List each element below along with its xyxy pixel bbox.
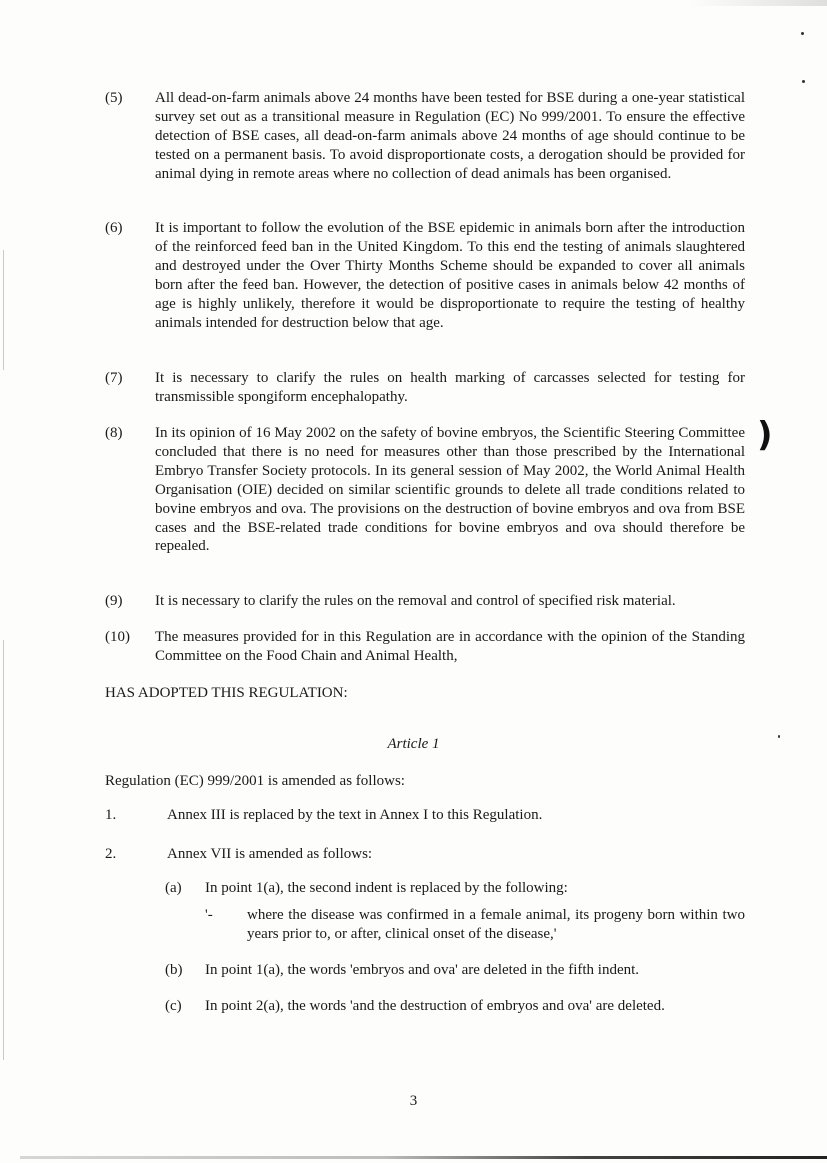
scan-paren-mark: )	[757, 415, 773, 455]
recital-6	[105, 219, 745, 332]
recital-9	[105, 592, 745, 611]
recital-number: (6)	[105, 220, 123, 236]
item-number: 1.	[105, 807, 117, 823]
recital-number: (10)	[105, 629, 130, 645]
adoption-statement: HAS ADOPTED THIS REGULATION:	[105, 685, 348, 701]
recital-text: It is important to follow the evolution of the BSE epidemic in animals born after the introduction of the reinforced feed ban in the United Kingdom. To this end the testing of animals slaughtered and destroyed under the Over Thirty Months Scheme should be expanded to cover all animals born after the feed ban. However, the detection of positive cases in animals below 42 months of age is highly unlikely, therefore it would be disproportionate to require the testing of healthy animals intended for destruction below that age.	[155, 220, 745, 331]
subitem-letter: (c)	[165, 998, 182, 1014]
recital-5	[105, 89, 745, 184]
item-text: Annex III is replaced by the text in Annex I to this Regulation.	[167, 807, 543, 823]
item-text: Annex VII is amended as follows:	[167, 846, 373, 862]
item-number: 2.	[105, 846, 117, 862]
scan-smudge	[690, 0, 827, 6]
replacement-indent	[205, 906, 745, 944]
recital-text: All dead-on-farm animals above 24 months have been tested for BSE during a one-year statistical survey set out as a transitional measure in Regulation (EC) No 999/2001. To ensure the effective detection of BSE cases, all dead-on-farm animals above 24 months of age should continue to be tested on a permanent basis. To avoid disproportionate costs, a derogation should be provided for animal dying in remote areas where no collection of dead animals has been organised.	[155, 90, 745, 182]
recital-8	[105, 424, 745, 556]
scan-speck	[802, 80, 805, 83]
scan-margin-line	[3, 640, 4, 1060]
recital-text: It is necessary to clarify the rules on health marking of carcasses selected for testing for transmissible spongiform encephalopathy.	[155, 370, 745, 405]
subitem-letter: (a)	[165, 880, 182, 896]
recital-text: It is necessary to clarify the rules on the removal and control of specified risk material.	[155, 593, 676, 609]
recital-text: The measures provided for in this Regulation are in accordance with the opinion of the Standing Committee on the Food Chain and Animal Health,	[155, 629, 745, 664]
recital-number: (5)	[105, 90, 123, 106]
subitem-letter: (b)	[165, 962, 183, 978]
recital-number: (7)	[105, 370, 123, 386]
scan-margin-line	[3, 250, 4, 370]
recital-text: In its opinion of 16 May 2002 on the safety of bovine embryos, the Scientific Steering Committee concluded that there is no need for measures other than those prescribed by the International Embryo Transfer Society protocols. In its general session of May 2002, the World Animal Health Organisation (OIE) decided on similar scientific grounds to delete all trade conditions related to bovine embryos and ova. The provisions on the destruction of bovine embryos and ova from BSE cases and the BSE-related trade conditions for bovine embryos and ova should therefore be repealed.	[155, 425, 745, 555]
subitem-text: In point 2(a), the words 'and the destruction of embryos and ova' are deleted.	[205, 998, 665, 1014]
indent-mark: '-	[205, 907, 213, 923]
scan-bottom-edge	[20, 1156, 827, 1159]
article-heading: Article 1	[387, 736, 440, 752]
recital-number: (8)	[105, 425, 123, 441]
indent-text: where the disease was confirmed in a female animal, its progeny born within two years prior to, or after, clinical onset of the disease,'	[247, 907, 745, 942]
subitem-text: In point 1(a), the words 'embryos and ova' are deleted in the fifth indent.	[205, 962, 640, 978]
recital-number: (9)	[105, 593, 123, 609]
recital-10	[105, 628, 745, 666]
page-number: 3	[409, 1093, 418, 1109]
subitem-text: In point 1(a), the second indent is replaced by the following:	[205, 880, 568, 896]
recital-7	[105, 369, 745, 407]
article-intro: Regulation (EC) 999/2001 is amended as follows:	[105, 773, 405, 789]
scan-speck	[801, 32, 804, 35]
